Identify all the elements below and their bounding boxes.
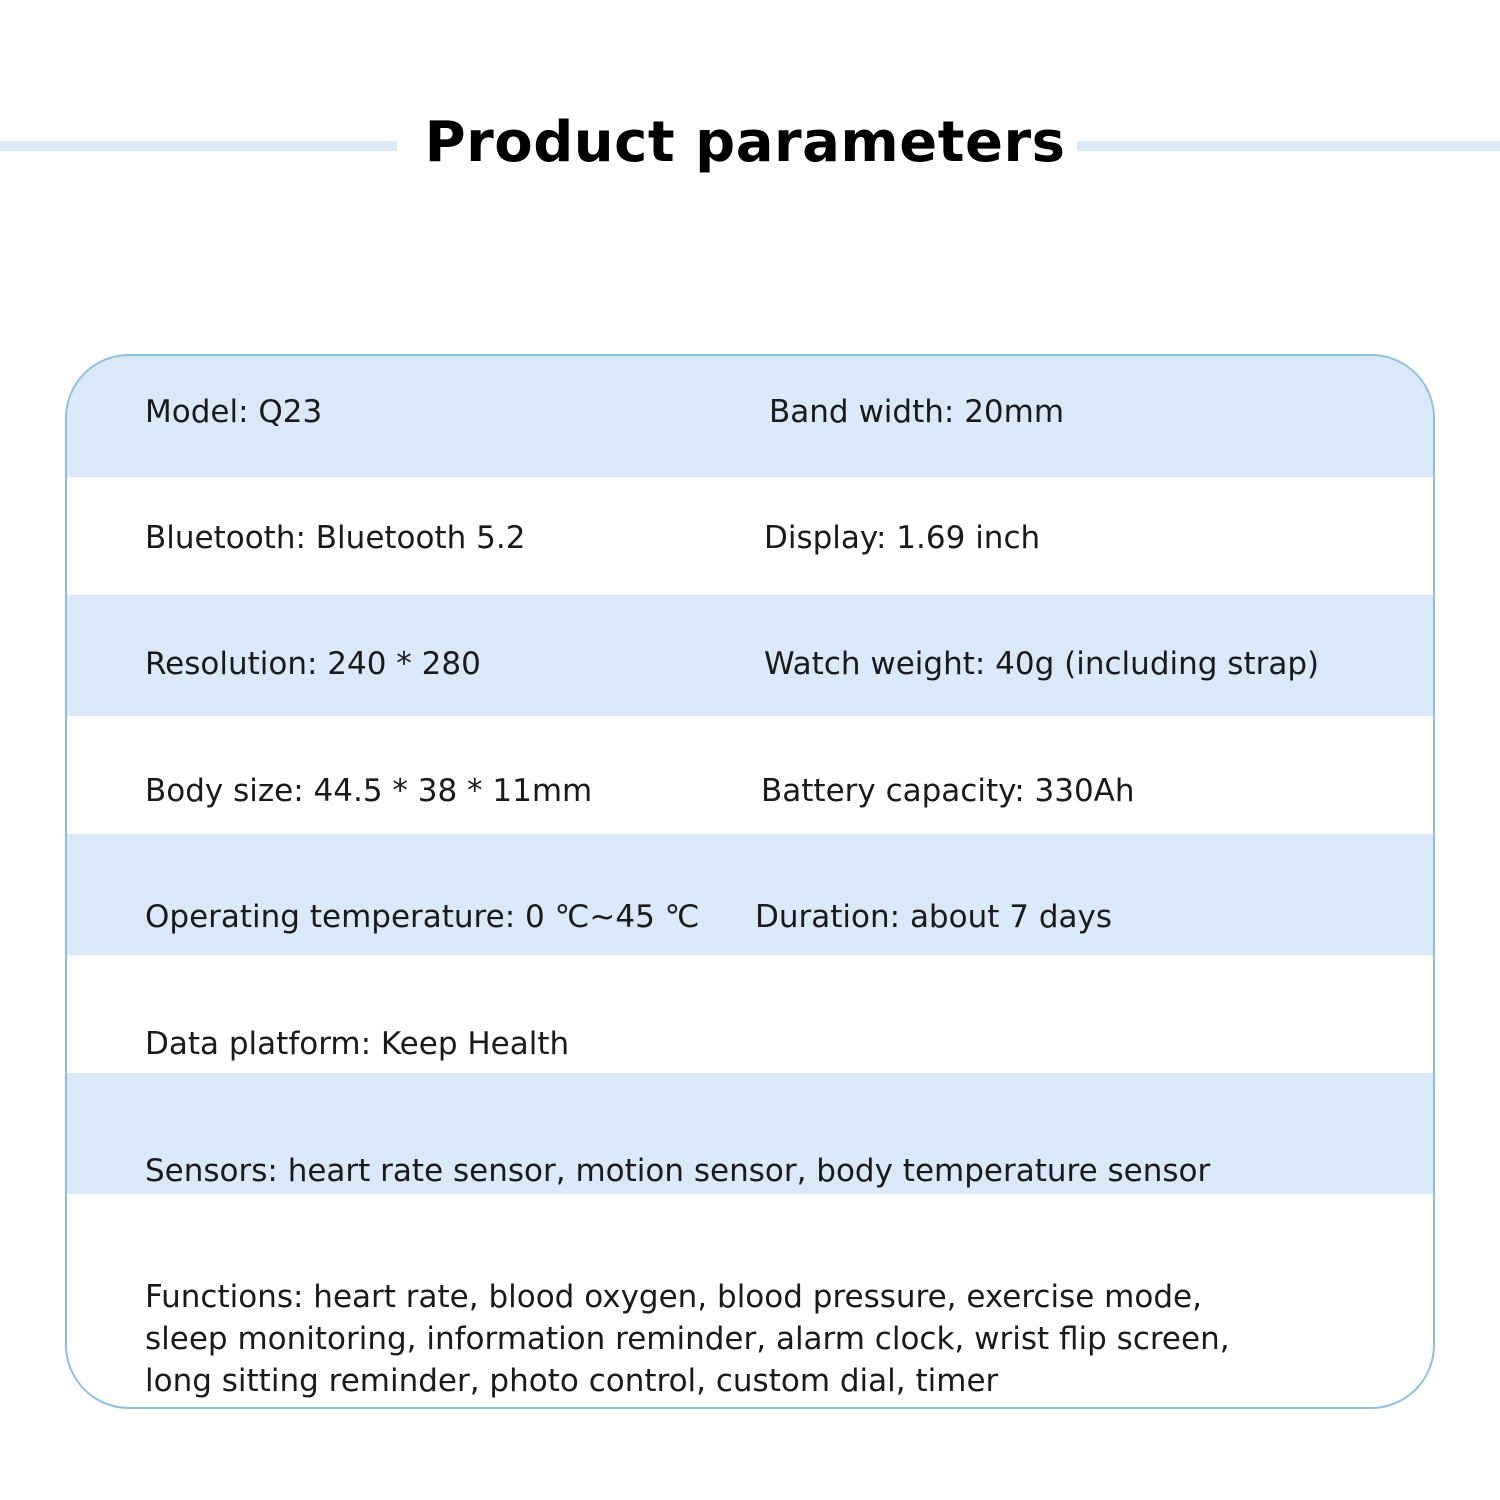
param-row-data-platform: [67, 955, 1433, 1073]
band-width-text: Band width: 20mm: [769, 394, 1065, 430]
functions-line-3: long sitting reminder, photo control, custom dial, timer: [145, 1363, 999, 1399]
battery-capacity-text: Battery capacity: 330Ah: [761, 773, 1135, 809]
resolution-text: Resolution: 240 * 280: [145, 646, 481, 682]
title-line-right: [1077, 141, 1500, 151]
param-row-bluetooth: [67, 477, 1433, 595]
duration-text: Duration: about 7 days: [755, 899, 1112, 935]
title-line-left: [0, 141, 397, 151]
display-text: Display: 1.69 inch: [764, 520, 1041, 556]
data-platform-text: Data platform: Keep Health: [145, 1026, 570, 1062]
param-row-functions: [67, 1194, 1433, 1407]
model-text: Model: Q23: [145, 394, 323, 430]
param-row-model: [67, 356, 1433, 477]
body-size-text: Body size: 44.5 * 38 * 11mm: [145, 773, 593, 809]
operating-temperature-text: Operating temperature: 0 ℃~45 ℃: [145, 899, 700, 935]
functions-line-1: Functions: heart rate, blood oxygen, blood pressure, exercise mode,: [145, 1279, 1202, 1315]
bluetooth-text: Bluetooth: Bluetooth 5.2: [145, 520, 526, 556]
functions-line-2: sleep monitoring, information reminder, alarm clock, wrist flip screen,: [145, 1321, 1230, 1357]
param-row-resolution: [67, 595, 1433, 716]
page-title: Product parameters: [424, 110, 1066, 175]
param-row-body-size: [67, 716, 1433, 834]
param-row-operating-temperature: [67, 834, 1433, 955]
parameters-panel: [65, 354, 1435, 1409]
param-row-sensors: [67, 1073, 1433, 1194]
sensors-text: Sensors: heart rate sensor, motion sensor, body temperature sensor: [145, 1153, 1211, 1189]
watch-weight-text: Watch weight: 40g (including strap): [764, 646, 1320, 682]
